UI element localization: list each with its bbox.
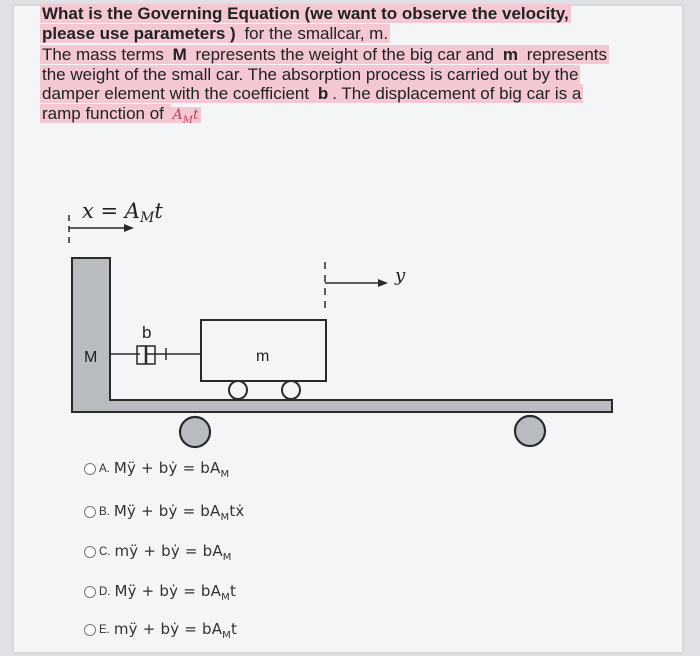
option-a-lhs: Mÿ + bẏ = bA: [113, 458, 221, 477]
small-car-label: m: [256, 348, 270, 365]
option-b-lhs: Mÿ + bẏ = bA: [113, 501, 221, 520]
x-label-text: x = A: [82, 199, 140, 223]
x-displacement-label: [82, 199, 163, 226]
damper-label: b: [142, 323, 152, 342]
x-label-sub: M: [139, 210, 155, 226]
big-car-wheel-right: [515, 416, 545, 446]
y-arrow: [325, 262, 388, 312]
option-b-equation: [114, 502, 245, 523]
option-d-tail: t: [229, 581, 237, 600]
ramp-term-sub: M: [182, 114, 193, 126]
option-a[interactable]: [84, 457, 229, 481]
option-e-radio[interactable]: [84, 624, 96, 636]
option-c-lhs: mÿ + bẏ = bA: [114, 541, 223, 560]
option-b-radio[interactable]: [84, 506, 96, 518]
option-c-sub: M: [222, 551, 232, 563]
body-b: b: [317, 84, 329, 103]
body-text-4: . The displacement of big car is a ramp function of: [42, 84, 582, 123]
y-label: y: [395, 265, 406, 286]
big-car-wheel-left: [180, 417, 210, 447]
question-heading-tail: for the smallcar, m.: [239, 23, 389, 43]
option-e-letter: E.: [99, 624, 110, 636]
option-d-radio[interactable]: [84, 586, 96, 598]
ramp-term-tail: t: [193, 106, 199, 123]
option-d-lhs: Mÿ + bẏ = bA: [114, 581, 222, 600]
option-b-letter: B.: [99, 506, 110, 518]
option-e-equation: [114, 620, 237, 641]
option-d-sub: M: [221, 591, 230, 603]
option-d-letter: D.: [99, 586, 111, 598]
option-a-letter: A.: [99, 463, 110, 475]
body-m: m: [502, 45, 518, 64]
option-d[interactable]: [84, 580, 236, 604]
x-label-tail: t: [154, 199, 163, 223]
ramp-term-base: A: [172, 106, 183, 123]
body-text-2: represents the weight of the big car and: [190, 45, 499, 64]
option-a-radio[interactable]: [84, 463, 96, 475]
option-e-tail: t: [230, 619, 238, 638]
option-b-tail: tẋ: [229, 501, 245, 520]
small-car-wheel-right: [282, 381, 300, 399]
small-car-wheel-left: [229, 381, 247, 399]
body-text-1: The mass terms: [42, 45, 169, 64]
option-a-equation: [114, 459, 229, 480]
body-text-3: represents the weight of the small car. The absorption process is carried out by the damper element with the coefficient: [42, 45, 608, 103]
option-d-equation: [115, 582, 237, 603]
option-b-sub: M: [220, 511, 230, 523]
option-c-radio[interactable]: [84, 546, 96, 558]
option-c[interactable]: [84, 540, 232, 564]
option-e-sub: M: [222, 629, 231, 641]
option-e-lhs: mÿ + bẏ = bA: [113, 619, 223, 638]
option-c-letter: C.: [99, 546, 111, 558]
option-b[interactable]: [84, 500, 244, 524]
big-car-body: [72, 258, 612, 412]
question-heading-bold: What is the Governing Equation (we want to observe the velocity, please use parameters ): [42, 4, 569, 43]
option-a-sub: M: [220, 468, 230, 480]
damper: [110, 346, 201, 364]
body-M: M: [172, 45, 187, 64]
big-car-label: M: [84, 349, 98, 366]
option-c-equation: [115, 542, 232, 563]
option-e[interactable]: [84, 618, 237, 642]
